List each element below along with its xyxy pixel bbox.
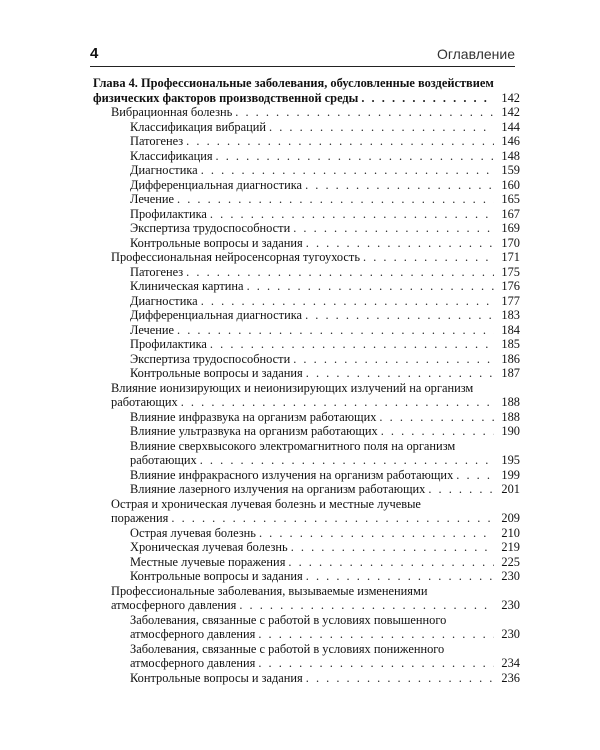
toc-entry-title-line: Лечение <box>130 322 175 337</box>
toc-entry-line <box>130 279 520 294</box>
toc-entry <box>93 366 520 381</box>
toc-entry-title-line: Профилактика <box>130 337 207 351</box>
toc-entry-line <box>111 105 520 120</box>
toc-entry <box>93 323 520 338</box>
toc-entry-title-line: атмосферного давления <box>130 656 256 670</box>
toc-page-number: 146 <box>501 134 520 148</box>
toc-page-number: 167 <box>501 206 520 221</box>
toc-entry-title-line: Клиническая картина <box>130 279 244 293</box>
toc-entry-line <box>130 163 520 178</box>
dot-leader <box>177 323 494 338</box>
toc-page-number: 230 <box>501 627 520 641</box>
toc-entry-title-line: Влияние ионизирующих и неионизирующих излучений на организм <box>111 380 474 395</box>
toc-entry-title-line: работающих <box>111 395 178 409</box>
toc-page-number: 219 <box>501 540 520 554</box>
toc-page-number: 184 <box>501 322 520 337</box>
toc-entry <box>93 120 520 135</box>
toc-entry <box>93 279 520 294</box>
toc-entry-line <box>130 526 520 541</box>
toc-entry-title-line: Влияние ультразвука на организм работающих <box>130 424 378 438</box>
toc-entry-title-line: Дифференциальная диагностика <box>130 177 303 192</box>
dot-leader <box>269 120 494 135</box>
toc-entry <box>93 265 520 280</box>
toc-entry <box>93 569 520 584</box>
toc-entry <box>93 584 520 613</box>
dot-leader <box>293 352 494 367</box>
toc-entry-line <box>130 482 520 497</box>
dot-leader <box>210 207 494 222</box>
toc-entry-title-line: Дифференциальная диагностика <box>130 308 303 322</box>
dot-leader <box>306 366 494 381</box>
toc-entry-title-line: Влияние сверхвысокого электромагнитного поля на организм <box>130 438 456 453</box>
dot-leader <box>186 265 494 280</box>
toc-page-number: 199 <box>501 467 520 482</box>
toc-entry-title-line: Контрольные вопросы и задания <box>130 366 303 380</box>
toc-entry-line <box>130 671 520 686</box>
dot-leader <box>210 337 494 352</box>
toc-entry-title-line: Местные лучевые поражения <box>130 554 286 569</box>
toc-entry <box>93 642 520 671</box>
dot-leader <box>239 598 494 613</box>
toc-entry-title-line: поражения <box>111 511 169 525</box>
toc-page-number: 142 <box>501 90 520 105</box>
toc-entry <box>93 410 520 425</box>
toc-entry-line <box>130 120 520 135</box>
dot-leader <box>291 540 494 555</box>
toc-page-number: 148 <box>501 148 520 163</box>
toc-page-number: 170 <box>501 235 520 250</box>
dot-leader <box>247 279 494 294</box>
dot-leader <box>288 555 494 570</box>
toc-page-number: 234 <box>501 656 520 670</box>
dot-leader <box>201 294 494 309</box>
toc-entry-title-line: Патогенез <box>130 264 184 279</box>
toc-page-number: 188 <box>501 409 520 424</box>
toc-entry-line <box>130 424 520 439</box>
toc-entry <box>93 439 520 468</box>
toc-entry <box>93 671 520 686</box>
toc-entry-title-line: Острая и хроническая лучевая болезнь и местные лучевые <box>111 496 421 511</box>
dot-leader <box>293 221 494 236</box>
toc-entry <box>93 250 520 265</box>
toc-page-number: 176 <box>501 279 520 293</box>
toc-entry-line <box>111 395 520 410</box>
header-title: Оглавление <box>436 46 515 62</box>
toc-entry <box>93 163 520 178</box>
dot-leader <box>306 671 494 686</box>
toc-entry-title-line: Острая лучевая болезнь <box>130 525 256 540</box>
page-number: 4 <box>90 45 99 62</box>
toc-entry-title-line: Диагностика <box>130 163 198 177</box>
dot-leader <box>379 410 494 425</box>
dot-leader <box>381 424 494 439</box>
toc-entry-line <box>130 410 520 425</box>
toc-entry <box>93 555 520 570</box>
toc-entry <box>93 221 520 236</box>
toc-page-number: 169 <box>501 221 520 235</box>
toc-entry-title-line: Влияние лазерного излучения на организм работающих <box>130 482 426 496</box>
toc-page-number: 195 <box>501 453 520 467</box>
toc-entry-title-line: Патогенез <box>130 134 184 148</box>
toc-entry-line <box>130 192 520 207</box>
toc-page-number: 210 <box>501 525 520 540</box>
dot-leader <box>259 526 494 541</box>
toc-entry <box>93 352 520 367</box>
toc-entry-title-line: Вибрационная болезнь <box>111 105 233 119</box>
toc-entry-line <box>111 511 520 526</box>
toc-page-number: 188 <box>501 395 520 409</box>
toc-entry-line <box>130 352 520 367</box>
toc-entry-line <box>130 540 520 555</box>
toc-entry-title-line: Классификация вибраций <box>130 119 267 134</box>
dot-leader <box>306 236 494 251</box>
dot-leader <box>201 163 494 178</box>
toc-page-number: 159 <box>501 163 520 177</box>
toc-page-number: 225 <box>501 554 520 569</box>
dot-leader <box>181 395 494 410</box>
toc-page-number: 236 <box>501 670 520 685</box>
toc-entry <box>93 468 520 483</box>
dot-leader <box>235 105 494 120</box>
toc-entry-line <box>130 555 520 570</box>
dot-leader <box>363 250 494 265</box>
toc-page-number: 144 <box>501 119 520 134</box>
toc-entry-line <box>130 337 520 352</box>
toc-page-number: 185 <box>501 337 520 351</box>
toc-entry <box>93 540 520 555</box>
toc-entry-line <box>130 569 520 584</box>
toc-entry-title-line: Экспертиза трудоспособности <box>130 221 291 235</box>
toc-page-number: 160 <box>501 177 520 192</box>
toc-page-number: 177 <box>501 293 520 308</box>
toc-entry <box>93 497 520 526</box>
toc-entry <box>93 178 520 193</box>
toc-entry <box>93 526 520 541</box>
toc-entry-line <box>130 207 520 222</box>
toc-entry <box>93 149 520 164</box>
dot-leader <box>305 308 494 323</box>
toc-entry <box>93 134 520 149</box>
toc-entry-line <box>130 656 520 671</box>
dot-leader <box>177 192 494 207</box>
toc-entry-title-line: Хроническая лучевая болезнь <box>130 540 288 554</box>
toc-entry-line <box>111 250 520 265</box>
dot-leader <box>456 468 494 483</box>
toc-entry-title-line: Влияние инфракрасного излучения на организм работающих <box>130 467 454 482</box>
toc-entry-title-line: Профессиональная нейросенсорная тугоухость <box>111 250 360 264</box>
dot-leader <box>361 91 494 106</box>
toc-page-number: 175 <box>501 264 520 279</box>
toc-entry <box>93 76 520 105</box>
dot-leader <box>200 453 494 468</box>
toc-entry-line <box>130 265 520 280</box>
toc-entry-line <box>130 236 520 251</box>
toc-entry-line <box>130 134 520 149</box>
toc-page-number: 183 <box>501 308 520 322</box>
toc-page-number: 165 <box>501 192 520 206</box>
toc-page-number: 209 <box>501 511 520 525</box>
toc-entry-title-line: Профессиональные заболевания, вызываемые изменениями <box>111 583 428 598</box>
toc-entry-title-line: Профилактика <box>130 206 207 221</box>
toc-page-number: 171 <box>501 250 520 264</box>
toc-entry-title-line: Классификация <box>130 148 213 163</box>
toc-page-number: 230 <box>501 569 520 583</box>
dot-leader <box>428 482 494 497</box>
toc-page-number: 186 <box>501 351 520 366</box>
toc-entry-line <box>130 468 520 483</box>
running-header <box>90 44 515 67</box>
toc-entry-line <box>130 366 520 381</box>
toc-entry <box>93 207 520 222</box>
toc-page-number: 190 <box>501 424 520 438</box>
toc-entry-title-line: Экспертиза трудоспособности <box>130 351 291 366</box>
toc-entry-line <box>130 323 520 338</box>
toc-entry-title-line: атмосферного давления <box>130 627 256 641</box>
toc-page-number: 142 <box>501 105 520 119</box>
toc-entry-title-line: Заболевания, связанные с работой в условиях пониженного <box>130 641 445 656</box>
toc-entry <box>93 294 520 309</box>
toc-page-number: 201 <box>501 482 520 496</box>
toc-entry <box>93 337 520 352</box>
toc-entry <box>93 424 520 439</box>
toc-entry-line <box>130 149 520 164</box>
table-of-contents <box>93 76 520 685</box>
toc-entry <box>93 192 520 207</box>
dot-leader <box>305 178 494 193</box>
toc-entry-line <box>130 221 520 236</box>
toc-page-number: 187 <box>501 366 520 380</box>
toc-entry-title-line: Заболевания, связанные с работой в условиях повышенного <box>130 612 447 627</box>
dot-leader <box>216 149 494 164</box>
dot-leader <box>171 511 494 526</box>
toc-entry <box>93 613 520 642</box>
toc-entry-title-line: Лечение <box>130 192 175 206</box>
toc-entry-line <box>130 308 520 323</box>
dot-leader <box>306 569 494 584</box>
toc-entry-title-line: Контрольные вопросы и задания <box>130 670 303 685</box>
toc-entry-title-line: Контрольные вопросы и задания <box>130 569 303 583</box>
toc-entry-line <box>130 178 520 193</box>
toc-entry-line <box>111 598 520 613</box>
toc-entry-line <box>130 294 520 309</box>
toc-entry <box>93 482 520 497</box>
toc-entry-line <box>130 627 520 642</box>
toc-entry <box>93 308 520 323</box>
toc-entry <box>93 236 520 251</box>
toc-entry-line <box>130 453 520 468</box>
toc-entry-title-line: Диагностика <box>130 293 198 308</box>
toc-entry-line <box>93 91 520 106</box>
dot-leader <box>258 656 494 671</box>
toc-entry-title-line: работающих <box>130 453 197 467</box>
toc-entry-title-line: атмосферного давления <box>111 598 237 612</box>
toc-entry <box>93 105 520 120</box>
toc-entry-title-line: Глава 4. Профессиональные заболевания, обусловленные воздействием <box>93 76 494 90</box>
toc-entry-title-line: Влияние инфразвука на организм работающих <box>130 409 377 424</box>
toc-entry-title-line: физических факторов производственной среды <box>93 90 359 105</box>
dot-leader <box>186 134 494 149</box>
toc-entry <box>93 381 520 410</box>
toc-entry-title-line: Контрольные вопросы и задания <box>130 235 303 250</box>
dot-leader <box>258 627 494 642</box>
toc-page-number: 230 <box>501 598 520 612</box>
